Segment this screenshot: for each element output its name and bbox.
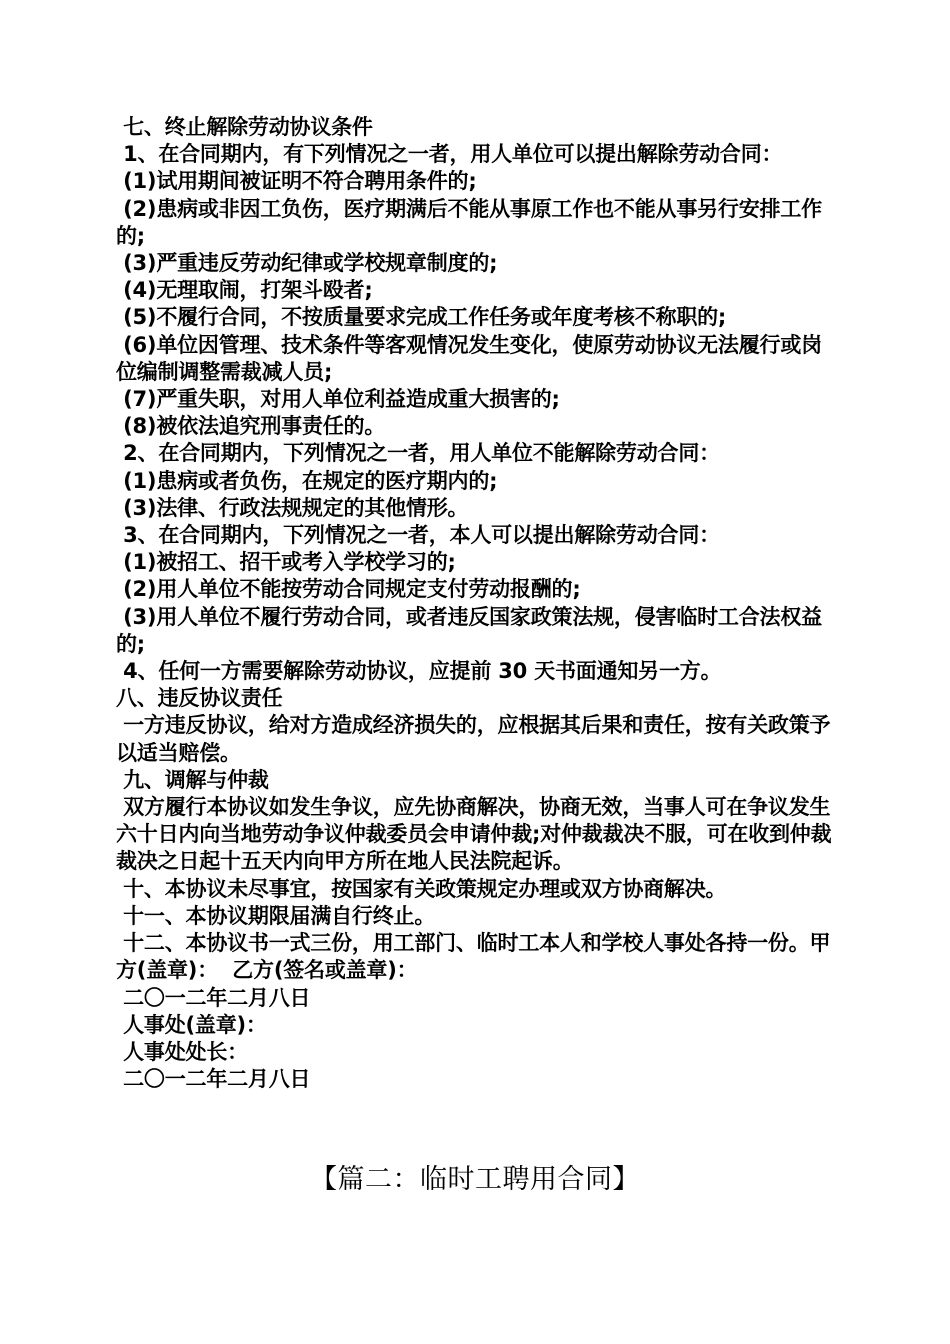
list-item: (2)用人单位不能按劳动合同规定支付劳动报酬的; xyxy=(116,577,581,602)
list-item: (1)被招工、招干或考入学校学习的; xyxy=(116,550,456,575)
paragraph: 十二、本协议书一式三份，用工部门、临时工本人和学校人事处各持一份。甲方(盖章)： 乙方(签名或盖章)： xyxy=(116,931,831,983)
section-heading-8: 八、违反协议责任 xyxy=(116,686,283,711)
list-item: (3)用人单位不履行劳动合同，或者违反国家政策法规，侵害临时工合法权益的; xyxy=(116,604,822,656)
list-item: (1)患病或者负伤，在规定的医疗期内的; xyxy=(116,468,498,493)
list-item: (3)法律、行政法规规定的其他情形。 xyxy=(116,495,469,520)
paragraph: 一方违反协议，给对方造成经济损失的，应根据其后果和责任，按有关政策予以适当赔偿。 xyxy=(116,713,831,765)
paragraph: 十一、本协议期限届满自行终止。 xyxy=(116,903,436,928)
section-heading-7: 七、终止解除劳动协议条件 xyxy=(116,115,373,139)
list-item: (4)无理取闹，打架斗殴者; xyxy=(116,278,373,303)
paragraph: 1、在合同期内，有下列情况之一者，用人单位可以提出解除劳动合同： xyxy=(116,142,783,167)
list-item: (6)单位因管理、技术条件等客观情况发生变化，使原劳动协议无法履行或岗位编制调整需裁减人员; xyxy=(116,332,822,384)
list-item: (3)严重违反劳动纪律或学校规章制度的; xyxy=(116,251,498,276)
list-item: (2)患病或非因工负伤，医疗期满后不能从事原工作也不能从事另行安排工作的; xyxy=(116,196,822,248)
paragraph: 双方履行本协议如发生争议，应先协商解决，协商无效，当事人可在争议发生六十日内向当地劳动争议仲裁委员会申请仲裁;对仲裁裁决不服，可在收到仲裁裁决之日起十五天内向甲方所在地人民法院起诉。 xyxy=(116,795,832,874)
next-document-title: 【篇二：临时工聘用合同】 xyxy=(310,1164,640,1195)
section-heading-9: 九、调解与仲裁 xyxy=(116,767,269,792)
list-item: (8)被依法追究刑事责任的。 xyxy=(116,414,386,439)
date-line: 二〇一二年二月八日 xyxy=(116,1067,311,1092)
document-body xyxy=(116,114,836,1093)
paragraph: 十、本协议未尽事宜，按国家有关政策规定办理或双方协商解决。 xyxy=(116,876,727,901)
signature-line: 人事处处长： xyxy=(116,1039,248,1064)
list-item: (7)严重失职，对用人单位利益造成重大损害的; xyxy=(116,387,560,412)
list-item: (5)不履行合同，不按质量要求完成工作任务或年度考核不称职的; xyxy=(116,305,727,330)
paragraph: 3、在合同期内，下列情况之一者，本人可以提出解除劳动合同： xyxy=(116,523,720,548)
list-item: (1)试用期间被证明不符合聘用条件的; xyxy=(116,169,477,194)
date-line: 二〇一二年二月八日 xyxy=(116,985,311,1010)
signature-line: 人事处(盖章)： xyxy=(116,1012,267,1037)
paragraph: 4、任何一方需要解除劳动协议，应提前 30 天书面通知另一方。 xyxy=(116,659,722,684)
paragraph: 2、在合同期内，下列情况之一者，用人单位不能解除劳动合同： xyxy=(116,441,720,466)
